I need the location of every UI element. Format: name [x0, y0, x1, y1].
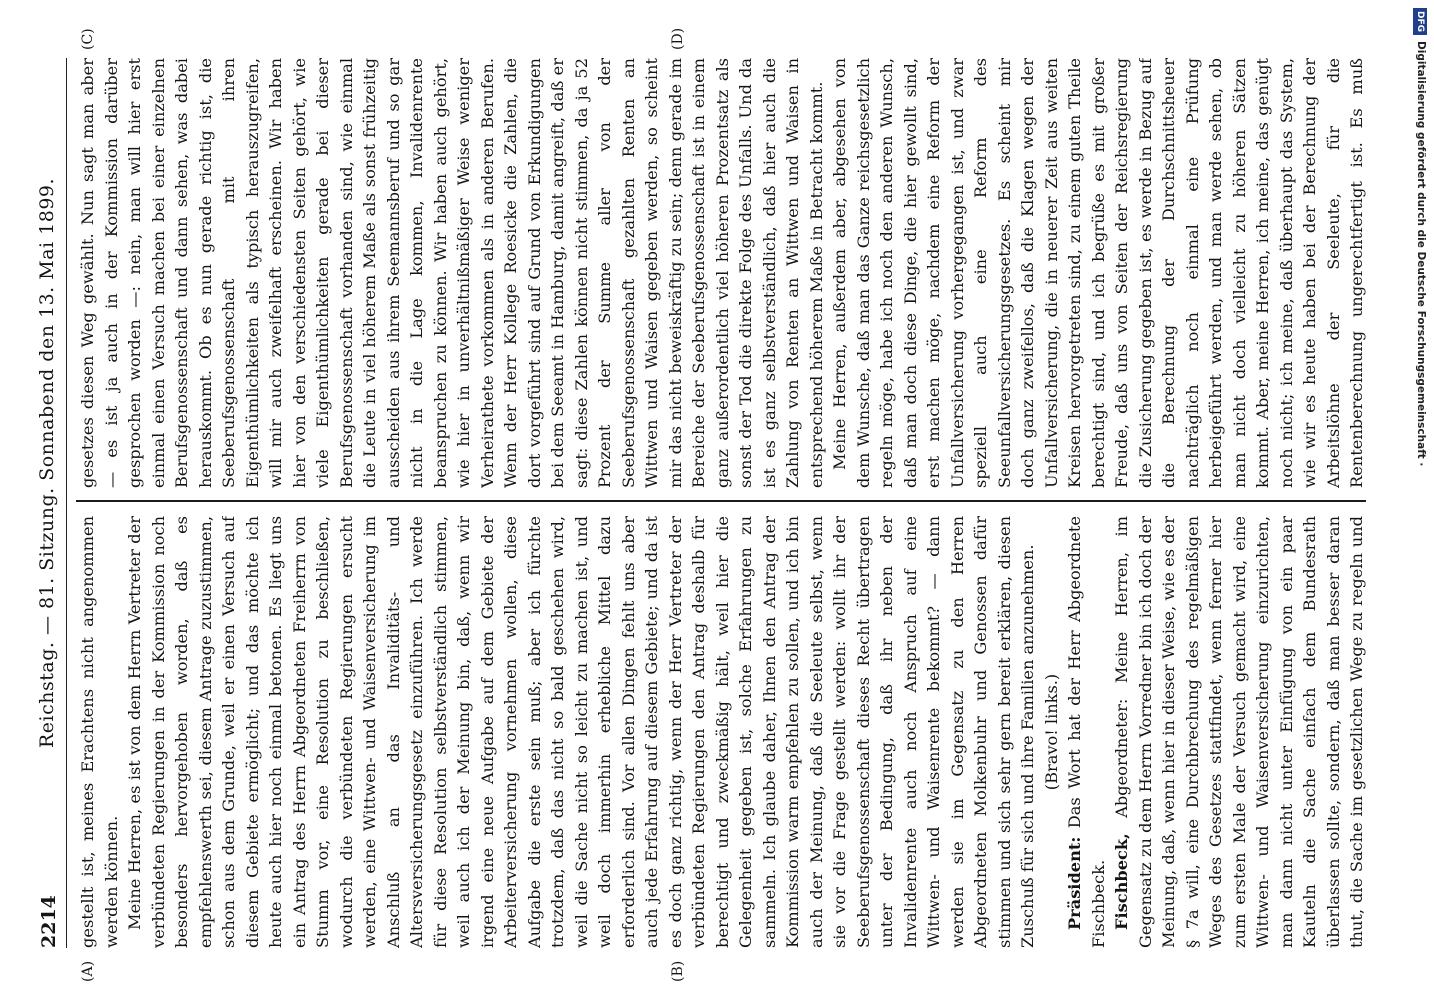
paragraph: gesetzes diesen Weg gewählt. Nun sagt man aber — es ist ja auch in der Kommission darüber gesprochen worden —: nein, man will hier erst einmal einen Versuch machen bei einer einzelnen Berufsgenossenschaft und dann sehen, was dabei herauskommt. Ob es nun gerade richtig ist, die Seeberufsgenossenschaft mit ihren Eigenthümlichkeiten als typisch herauszugreifen, will mir auch zweifelhaft erscheinen. Wir haben hier von den verschiedensten Seiten gehört, wie viele Eigenthümlichkeiten gerade bei dieser Berufsgenossenschaft vorhanden sind, wie einmal die Leute in viel höherem Maße als sonst frühzeitig ausscheiden aus ihrem Seemannsberuf und so gar nicht in die Lage kommen, Invalidenrente beanspruchen zu können. Wir haben auch gehört, wie hier in unverhältnißmäßiger Weise weniger Verheirathete vorkommen als in anderen Berufen. Wenn der Herr Kollege Roesicke die Zahlen, die dort vorgeführt sind auf Grund von Erkundigungen bei dem Seeamt in Hamburg, damit angreift, daß er sagt: diese Zahlen können nicht stimmen, da ja 52 Prozent der Summe aller von der Seeberufsgenossenschaft gezahlten Renten an Wittwen und Waisen gegeben werden, so scheint mir das nicht beweiskräftig zu sein; denn gerade im Bereiche der Seeberufsgenossenschaft ist in einem ganz außerordentlich viel höheren Prozentsatz als sonst der Tod die direkte Folge des Unfalls. Und da ist es ganz selbstverständlich, daß hier auch die Zahlung von Renten an Wittwen und Waisen in entsprechend höherem Maße in Betracht kommt. — [78, 58, 826, 488]
running-head: Reichstag. — 81. Sitzung. Sonnabend den 13. Mai 1899. — [36, 177, 58, 748]
applause-note: (Bravo! links.) — [1041, 673, 1061, 791]
paragraph: Meine Herren, außerdem aber, abgesehen von dem Wunsche, daß man das Ganze reichsgesetzlich regeln möge, habe ich noch den anderen Wunsch, daß man doch diese Dinge, die hier gewollt sind, erst machen möge, nachdem eine Reform der Unfallversicherung vorhergegangen ist, und zwar speziell auch eine Reform des Seeunfallversicherungsgesetzes. Es scheint mir doch ganz zweifellos, daß die Klagen wegen der Unfallversicherung, die in neuerer Zeit aus weiten Kreisen hervorgetreten sind, zu einem guten Theile berechtigt sind, und ich begrüße es mit großer Freude, daß uns von Seiten der Reichsregierung die Zusicherung gegeben ist, es werde in Bezug auf die Berechnung der Durchschnittsheuer nachträglich noch einmal eine Prüfung herbeigeführt werden, und man werde sehen, ob man nicht doch vielleicht zu höheren Sätzen kommt. Aber, meine Herren, ich meine, das genügt noch nicht; ich meine, daß überhaupt das System, wie wir es heute haben bei der Berechnung der Arbeitslöhne der Seeleute, für die Rentenberechnung ungerechtfertigt ist. Es muß — [830, 58, 1366, 488]
column-divider — [76, 500, 1366, 502]
paragraph: Meine Herren, es ist von dem Herrn Vertreter der verbündeten Regierungen in der Kommission noch besonders hervorgehoben worden, daß es empfehlenswerth sei, diesem Antrage zuzustimmen, schon aus dem Grunde, weil er einen Versuch auf diesem Gebiete ermöglicht; und das möchte ich heute auch hier noch einmal betonen. Es liegt uns ein Antrag des Herrn Abgeordneten Freiherrn von Stumm vor, eine Resolution zu beschließen, wodurch die verbündeten Regierungen ersucht werden, eine Wittwen- und Waisenversicherung im Anschluß an das Invaliditäts- und Altersversicherungsgesetz einzuführen. Ich werde für diese Resolution selbstverständlich stimmen, weil auch ich der Meinung bin, daß, wenn wir irgend eine neue Aufgabe auf dem Gebiete der Arbeiterversicherung vornehmen wollen, diese Aufgabe die erste sein muß; aber ich fürchte trotzdem, daß das nicht so bald geschehen wird, weil die Sache nicht so leicht zu machen ist, und weil doch immerhin erhebliche Mittel dazu erforderlich sind. Vor allen Dingen fehlt uns aber auch jede Erfahrung auf diesem Gebiete; und da ist es doch ganz richtig, wenn der Herr Vertreter der verbündeten Regierungen den Antrag deshalb für berechtigt und zweckmäßig hält, weil hier die Gelegenheit gegeben ist, solche Erfahrungen zu sammeln. Ich glaube daher, Ihnen den Antrag der Kommission warm empfehlen zu sollen, und ich bin auch der Meinung, daß die Seeleute selbst, wenn sie vor die Frage gestellt werden: wollt ihr der Seeberufsgenossenschaft dieses Recht übertragen unter der Bedingung, daß ihr neben der Invalidenrente auch noch Anspruch auf eine Wittwen- und Waisenrente bekommt? — dann werden sie im Gegensatz zu den Herren Abgeordneten Molkenbuhr und Genossen dafür stimmen und sich sehr gern bereit erklären, diesen Zuschuß für sich und ihre Familien anzunehmen. — [125, 516, 1037, 948]
speech-paragraph — [1110, 516, 1366, 948]
margin-marker-c: (C) — [80, 28, 96, 50]
president-paragraph — [1063, 516, 1110, 948]
dfg-logo: DFG — [1413, 8, 1427, 35]
left-column — [76, 516, 1366, 948]
paragraph: gestellt ist, meines Erachtens nicht angenommen werden können. — [78, 516, 121, 948]
speaker-label: Fischbeck, — [1112, 833, 1131, 930]
margin-marker-b: (B) — [670, 960, 686, 982]
margin-marker-a: (A) — [80, 960, 96, 982]
president-text: Das Wort hat der Herr Abgeordnete Fischbeck. — [1065, 516, 1108, 948]
credit-text: Digitalisierung gefördert durch die Deutsche Forschungsgemeinschaft · — [1415, 41, 1427, 467]
margin-marker-d: (D) — [670, 27, 686, 50]
right-column — [76, 58, 1366, 488]
president-label: Präsident: — [1065, 836, 1084, 930]
speech-text: Abgeordneter: Meine Herren, im Gegensatz zu dem Herrn Vorredner bin ich doch der Meinung, daß, wenn hier in dieser Weise, wie es der § 7a will, eine Durchbrechung des regelmäßigen Weges des Gesetzes stattfindet, wenn ferner hier zum ersten Male der Versuch gemacht wird, eine Wittwen- und Waisenversicherung einzurichten, man dann nicht unter Einfügung von ein paar Kauteln die Sache einfach dem Bundesrath überlassen sollte, sondern, daß man besser daran thut, die Sache im gesetzlichen Wege zu regeln und — [1112, 516, 1366, 948]
digitization-credit — [1413, 8, 1429, 992]
document-page — [30, 28, 1380, 988]
page-number: 2214 — [38, 895, 60, 948]
page-header — [36, 58, 67, 948]
